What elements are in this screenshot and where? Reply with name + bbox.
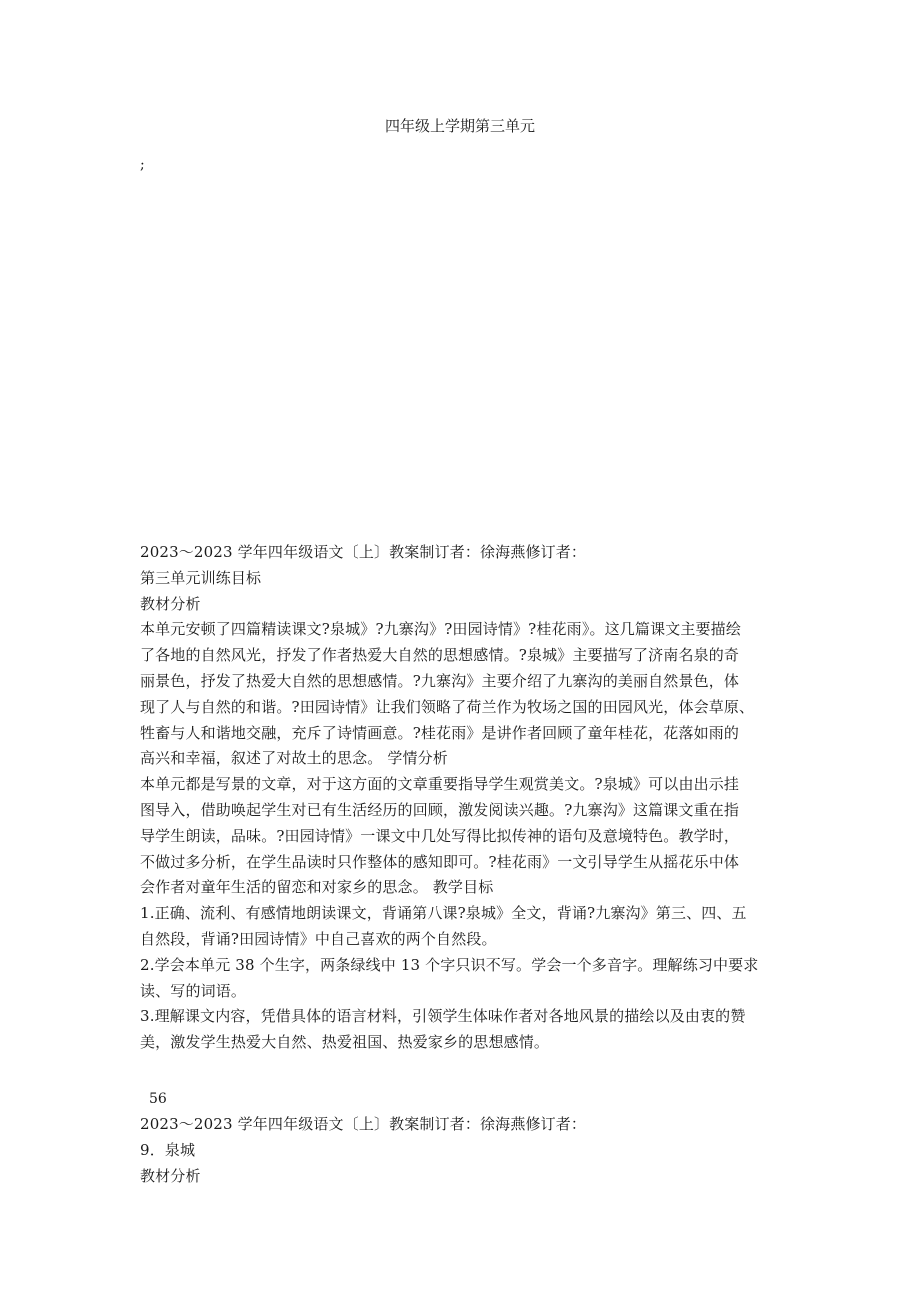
paragraph-line: 会作者对童年生活的留恋和对家乡的思念。 教学目标 xyxy=(140,878,494,897)
list-item-line: 3.理解课文内容，凭借具体的语言材料，引领学生体味作者对各地风景的描绘以及由衷的赞 xyxy=(140,1007,746,1026)
paragraph-line: 图导入，借助唤起学生对已有生活经历的回顾，激发阅读兴趣。?九寨沟》这篇课文重在指 xyxy=(140,800,740,819)
paragraph-line: 丽景色，抒发了热爱大自然的思想感情。?九寨沟》主要介绍了九寨沟的美丽自然景色，体 xyxy=(140,671,740,690)
list-item-line: 自然段，背诵?田园诗情》中自己喜欢的两个自然段。 xyxy=(140,929,497,948)
paragraph-line: 高兴和幸福，叙述了对故土的思念。 学情分析 xyxy=(140,749,448,768)
content-block-unit-goals xyxy=(140,540,785,1056)
section-heading: 教材分析 xyxy=(140,594,201,613)
lesson-heading: 9．泉城 xyxy=(140,1140,196,1159)
document-title: 四年级上学期第三单元 xyxy=(384,117,535,135)
list-item-line: 1.正确、流利、有感情地朗读课文，背诵第八课?泉城》全文，背诵?九寨沟》第三、四、五 xyxy=(140,904,747,923)
paragraph-line: 导学生朗读，品味。?田园诗情》一课文中几处写得比拟传神的语句及意境特色。教学时， xyxy=(140,826,740,845)
paragraph-line: 了各地的自然风光，抒发了作者热爱大自然的思想感情。?泉城》主要描写了济南名泉的奇 xyxy=(140,646,740,665)
page-number: 56 xyxy=(149,1091,167,1107)
header-line: 2023～2023 学年四年级语文〔上〕教案制订者：徐海燕修订者： xyxy=(140,543,587,561)
stray-semicolon: ; xyxy=(140,157,145,173)
list-item-line: 美，激发学生热爱大自然、热爱祖国、热爱家乡的思想感情。 xyxy=(140,1033,550,1052)
section-heading: 教材分析 xyxy=(140,1166,201,1185)
header-line: 2023～2023 学年四年级语文〔上〕教案制订者：徐海燕修订者： xyxy=(140,1115,587,1133)
paragraph-line: 本单元都是写景的文章，对于这方面的文章重要指导学生观赏美文。?泉城》可以由出示挂 xyxy=(140,775,740,794)
section-heading: 第三单元训练目标 xyxy=(140,568,262,587)
paragraph-line: 牲畜与人和谐地交融，充斥了诗情画意。?桂花雨》是讲作者回顾了童年桂花，花落如雨的 xyxy=(140,723,740,742)
paragraph-line: 本单元安顿了四篇精读课文?泉城》?九寨沟》?田园诗情》?桂花雨》。这几篇课文主要描绘 xyxy=(140,620,741,639)
list-item-line: 2.学会本单元 38 个生字，两条绿线中 13 个字只识不写。学会一个多音字。理解练习中要求 xyxy=(140,955,759,974)
content-block-lesson-9 xyxy=(140,1112,785,1189)
paragraph-line: 不做过多分析，在学生品读时只作整体的感知即可。?桂花雨》一文引导学生从摇花乐中体 xyxy=(140,852,740,871)
paragraph-line: 现了人与自然的和谐。?田园诗情》让我们领略了荷兰作为牧场之国的田园风光，体会草原、 xyxy=(140,697,755,716)
list-item-line: 读、写的词语。 xyxy=(140,981,247,1000)
